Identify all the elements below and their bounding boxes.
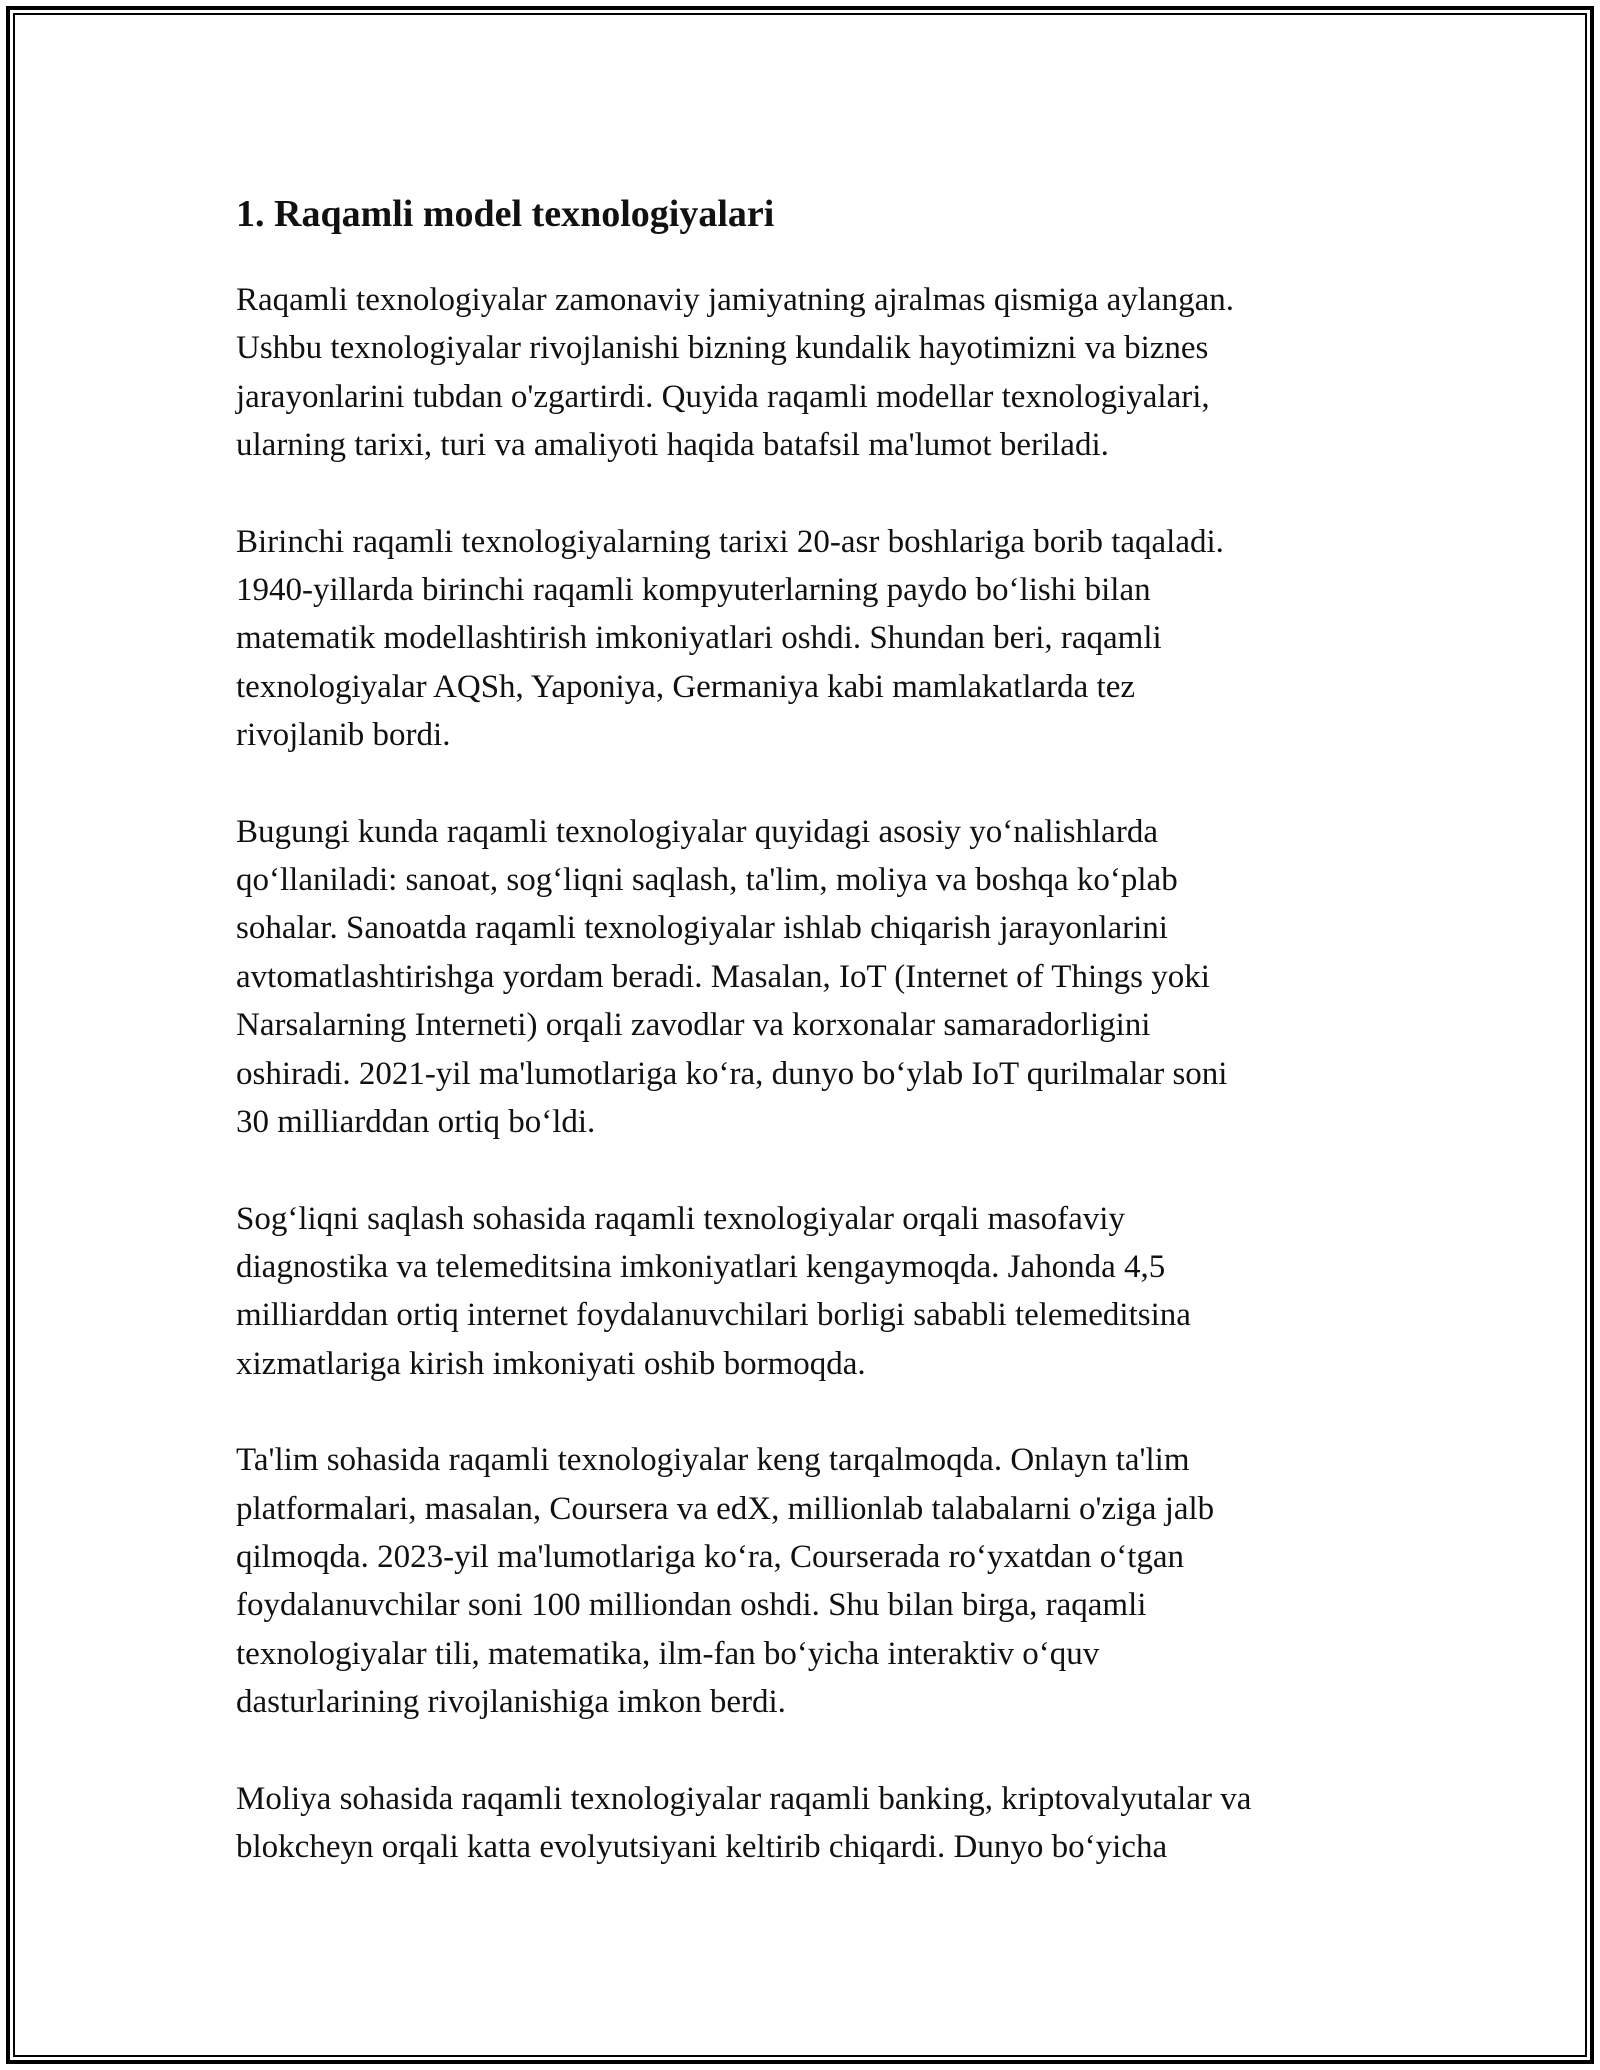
paragraph-applications: Bugungi kunda raqamli texnologiyalar quyidagi asosiy yo‘nalishlarda qo‘llaniladi: sanoat, sog‘liqni saqlash, ta'lim, moliya va boshqa ko‘plab sohalar. Sanoatda raqamli texnologiyalar ishlab chiqarish jarayonlarini avtomatlashtirishga yordam beradi. Masalan, IoT (Internet of Things yoki Narsalarning Interneti) orqali zavodlar va korxonalar samaradorligini oshiradi. 2021-yil ma'lumotlariga ko‘ra, dunyo bo‘ylab IoT qurilmalar soni 30 milliarddan ortiq bo‘ldi.	[236, 813, 1228, 1141]
paragraph-finance: Moliya sohasida raqamli texnologiyalar raqamli banking, kriptovalyutalar va blokcheyn orqali katta evolyutsiyani keltirib chiqardi. Dunyo bo‘yicha	[236, 1780, 1252, 1865]
paragraph-intro: Raqamli texnologiyalar zamonaviy jamiyatning ajralmas qismiga aylangan. Ushbu texnologiyalar rivojlanishi bizning kundalik hayotimizni va biznes jarayonlarini tubdan o'zgartirdi. Quyida raqamli modellar texnologiyalari, ularning tarixi, turi va amaliyoti haqida batafsil ma'lumot beriladi.	[236, 282, 1234, 464]
paragraph-education: Ta'lim sohasida raqamli texnologiyalar keng tarqalmoqda. Onlayn ta'lim platformalari, masalan, Coursera va edX, millionlab talabalarni o'ziga jalb qilmoqda. 2023-yil ma'lumotlariga ko‘ra, Courserada ro‘yxatdan o‘tgan foydalanuvchilar soni 100 milliondan oshdi. Shu bilan birga, raqamli texnologiyalar tili, matematika, ilm-fan bo‘yicha interaktiv o‘quv dasturlarining rivojlanishiga imkon berdi.	[236, 1442, 1215, 1721]
paragraph-healthcare: Sog‘liqni saqlash sohasida raqamli texnologiyalar orqali masofaviy diagnostika va telemeditsina imkoniyatlari kengaymoqda. Jahonda 4,5 milliarddan ortiq internet foydalanuvchilari borligi sababli telemeditsina xizmatlariga kirish imkoniyati oshib bormoqda.	[236, 1200, 1191, 1382]
document-body	[236, 188, 1396, 1919]
paragraph-history: Birinchi raqamli texnologiyalarning tarixi 20-asr boshlariga borib taqaladi. 1940-yillarda birinchi raqamli kompyuterlarning paydo bo‘lishi bilan matematik modellashtirish imkoniyatlari oshdi. Shundan beri, raqamli texnologiyalar AQSh, Yaponiya, Germaniya kabi mamlakatlarda tez rivojlanib bordi.	[236, 523, 1224, 754]
section-heading: 1. Raqamli model texnologiyalari	[236, 193, 775, 235]
